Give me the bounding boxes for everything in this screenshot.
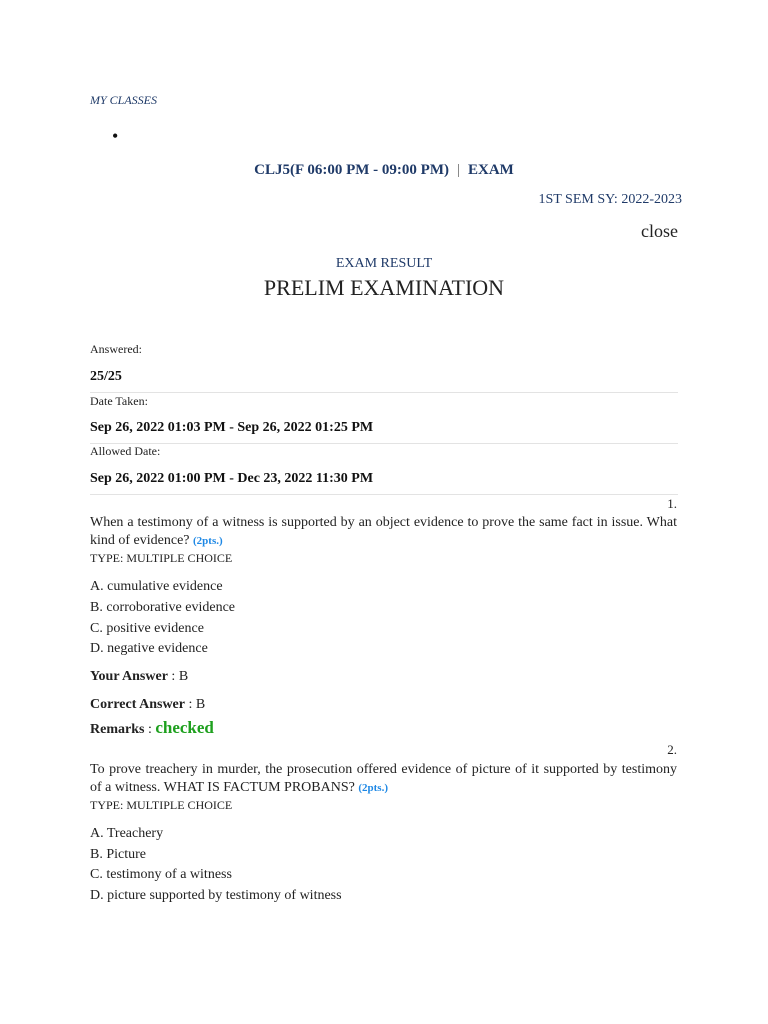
- question-points: (2pts.): [358, 782, 388, 794]
- allowed-date-value: Sep 26, 2022 01:00 PM - Dec 23, 2022 11:30 PM: [90, 471, 374, 486]
- remarks-label: Remarks: [90, 722, 145, 737]
- divider: [90, 494, 678, 495]
- divider: [90, 392, 678, 393]
- question-text: [90, 514, 677, 550]
- choice-b: B. Picture: [90, 847, 146, 862]
- correct-answer: [90, 697, 205, 713]
- exam-result-heading: EXAM RESULT: [335, 256, 433, 271]
- choice-b: B. corroborative evidence: [90, 600, 235, 615]
- remarks-status: checked: [155, 718, 214, 737]
- your-answer-label: Your Answer: [90, 669, 168, 684]
- class-code: CLJ5(F 06:00 PM - 09:00 PM): [254, 162, 449, 178]
- question-text: [90, 761, 677, 797]
- colon: :: [171, 669, 176, 684]
- correct-answer-label: Correct Answer: [90, 697, 185, 712]
- your-answer-value: B: [178, 669, 189, 684]
- semester-label: 1ST SEM SY: 2022-2023: [538, 192, 682, 207]
- close-button[interactable]: close: [641, 221, 678, 241]
- header-separator: |: [456, 162, 460, 178]
- date-taken-value: Sep 26, 2022 01:03 PM - Sep 26, 2022 01:25 PM: [90, 420, 374, 435]
- choice-a: A. Treachery: [90, 826, 164, 841]
- question-prompt: To prove treachery in murder, the prosecution offered evidence of picture of it supported by testimony of a witness. WHAT IS FACTUM PROBANS?: [90, 762, 677, 795]
- choice-c: C. testimony of a witness: [90, 867, 232, 882]
- question-number: 1.: [667, 496, 677, 511]
- answered-label: Answered:: [90, 342, 142, 356]
- question-type: TYPE: MULTIPLE CHOICE: [90, 798, 233, 812]
- correct-answer-value: B: [195, 697, 206, 712]
- your-answer: [90, 669, 188, 685]
- colon: :: [147, 722, 152, 737]
- exam-title: PRELIM EXAMINATION: [263, 275, 505, 300]
- date-taken-label: Date Taken:: [90, 394, 148, 408]
- choice-d: D. picture supported by testimony of witness: [90, 888, 342, 903]
- colon: :: [188, 697, 193, 712]
- class-mode: EXAM: [468, 162, 514, 178]
- choice-c: C. positive evidence: [90, 621, 204, 636]
- question-number: 2.: [667, 742, 677, 757]
- answered-value: 25/25: [90, 369, 122, 384]
- list-bullet: •: [112, 126, 119, 146]
- class-header: [0, 162, 768, 179]
- choice-a: A. cumulative evidence: [90, 579, 223, 594]
- my-classes-link[interactable]: MY CLASSES: [90, 93, 158, 107]
- remarks: [90, 718, 214, 738]
- allowed-date-label: Allowed Date:: [90, 444, 161, 458]
- question-type: TYPE: MULTIPLE CHOICE: [90, 551, 233, 565]
- question-prompt: When a testimony of a witness is supported by an object evidence to prove the same fact in issue. What kind of evidence?: [90, 515, 677, 548]
- question-points: (2pts.): [193, 535, 223, 547]
- choice-d: D. negative evidence: [90, 641, 208, 656]
